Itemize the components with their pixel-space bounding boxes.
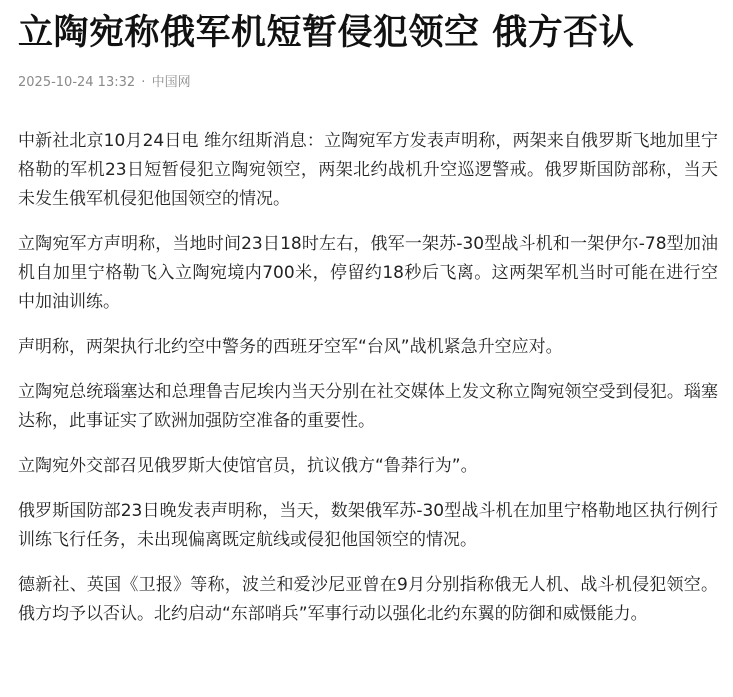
article-title: 立陶宛称俄军机短暂侵犯领空 俄方否认 [18,13,635,53]
article-meta [18,73,191,93]
article-paragraph: 俄罗斯国防部23日晚发表声明称，当天，数架俄军苏-30型战斗机在加里宁格勒地区执行例行训练飞行任务，未出现偏离既定航线或侵犯他国领空的情况。 [18,501,718,550]
publish-datetime: 2025-10-24 13:32 [18,75,136,90]
article-paragraph: 声明称，两架执行北约空中警务的西班牙空军“台风”战机紧急升空应对。 [18,337,563,357]
article-paragraph: 德新社、英国《卫报》等称，波兰和爱沙尼亚曾在9月分别指称俄无人机、战斗机侵犯领空。俄方均予以否认。北约启动“东部哨兵”军事行动以强化北约东翼的防御和威慑能力。 [18,575,718,624]
article-paragraph: 立陶宛总统瑙塞达和总理鲁吉尼埃内当天分别在社交媒体上发文称立陶宛领空受到侵犯。瑙塞达称，此事证实了欧洲加强防空准备的重要性。 [18,382,718,431]
source-link[interactable]: 中国网 [151,75,191,90]
meta-separator: · [141,75,146,90]
article-body [18,127,718,645]
article-paragraph: 立陶宛外交部召见俄罗斯大使馆官员，抗议俄方“鲁莽行为”。 [18,456,478,476]
article-paragraph: 中新社北京10月24日电 维尔纽斯消息：立陶宛军方发表声明称，两架来自俄罗斯飞地加里宁格勒的军机23日短暂侵犯立陶宛领空，两架北约战机升空巡逻警戒。俄罗斯国防部称，当天未发生俄军机侵犯他国领空的情况。 [18,131,718,209]
article-paragraph: 立陶宛军方声明称，当地时间23日18时左右，俄军一架苏-30型战斗机和一架伊尔-78型加油机自加里宁格勒飞入立陶宛境内700米，停留约18秒后飞离。这两架军机当时可能在进行空中加油训练。 [18,234,718,312]
